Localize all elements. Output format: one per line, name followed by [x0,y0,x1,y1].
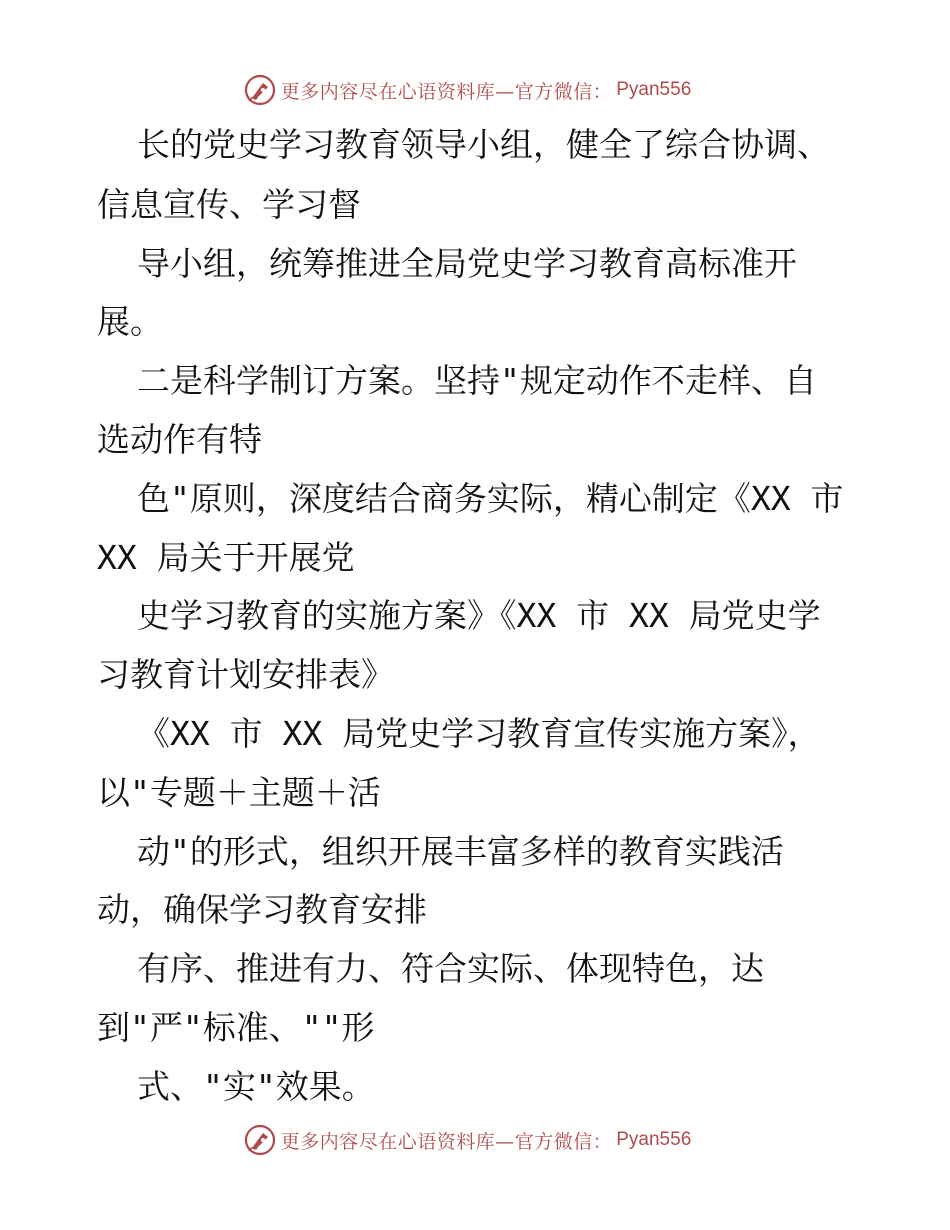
body-line: 到"严"标准、""形 [97,1008,375,1047]
body-line: 史学习教育的实施方案》《XX 市 XX 局党史学 [137,596,821,635]
body-line: 导小组，统筹推进全局党史学习教育高标准开 [137,244,797,283]
header-banner-text: 更多内容尽在心语资料库—官方微信： [280,80,613,103]
body-line: 动，确保学习教育安排 [97,890,427,929]
document-body [0,120,950,1110]
pen-nib-logo-icon [243,1123,277,1157]
body-line: 《XX 市 XX 局党史学习教育宣传实施方案》， [137,714,821,753]
body-line: 选动作有特 [97,420,262,459]
body-line: 色"原则，深度结合商务实际，精心制定《XX 市 [137,479,844,518]
body-line: 信息宣传、学习督 [97,185,361,224]
body-line: 有序、推进有力、符合实际、体现特色，达 [137,949,764,988]
body-line: 式、"实"效果。 [137,1067,375,1106]
body-line: 展。 [97,302,163,341]
body-line: 二是科学制订方案。坚持"规定动作不走样、自 [137,361,817,400]
body-line: 动"的形式，组织开展丰富多样的教育实践活 [137,832,784,871]
pen-nib-logo-icon [243,73,277,107]
body-line: XX 局关于开展党 [97,538,355,577]
body-line: 以"专题＋主题＋活 [97,773,381,812]
footer-banner [0,1120,950,1160]
footer-banner-text: 更多内容尽在心语资料库—官方微信： [280,1130,613,1153]
body-line: 习教育计划安排表》 [97,655,394,694]
header-banner [0,70,950,110]
header-wechat-id: Pyan556 [616,79,692,100]
header-banner-content [243,73,692,107]
footer-wechat-id: Pyan556 [616,1129,692,1150]
footer-banner-content [243,1123,692,1157]
body-line: 长的党史学习教育领导小组，健全了综合协调、 [137,125,830,164]
